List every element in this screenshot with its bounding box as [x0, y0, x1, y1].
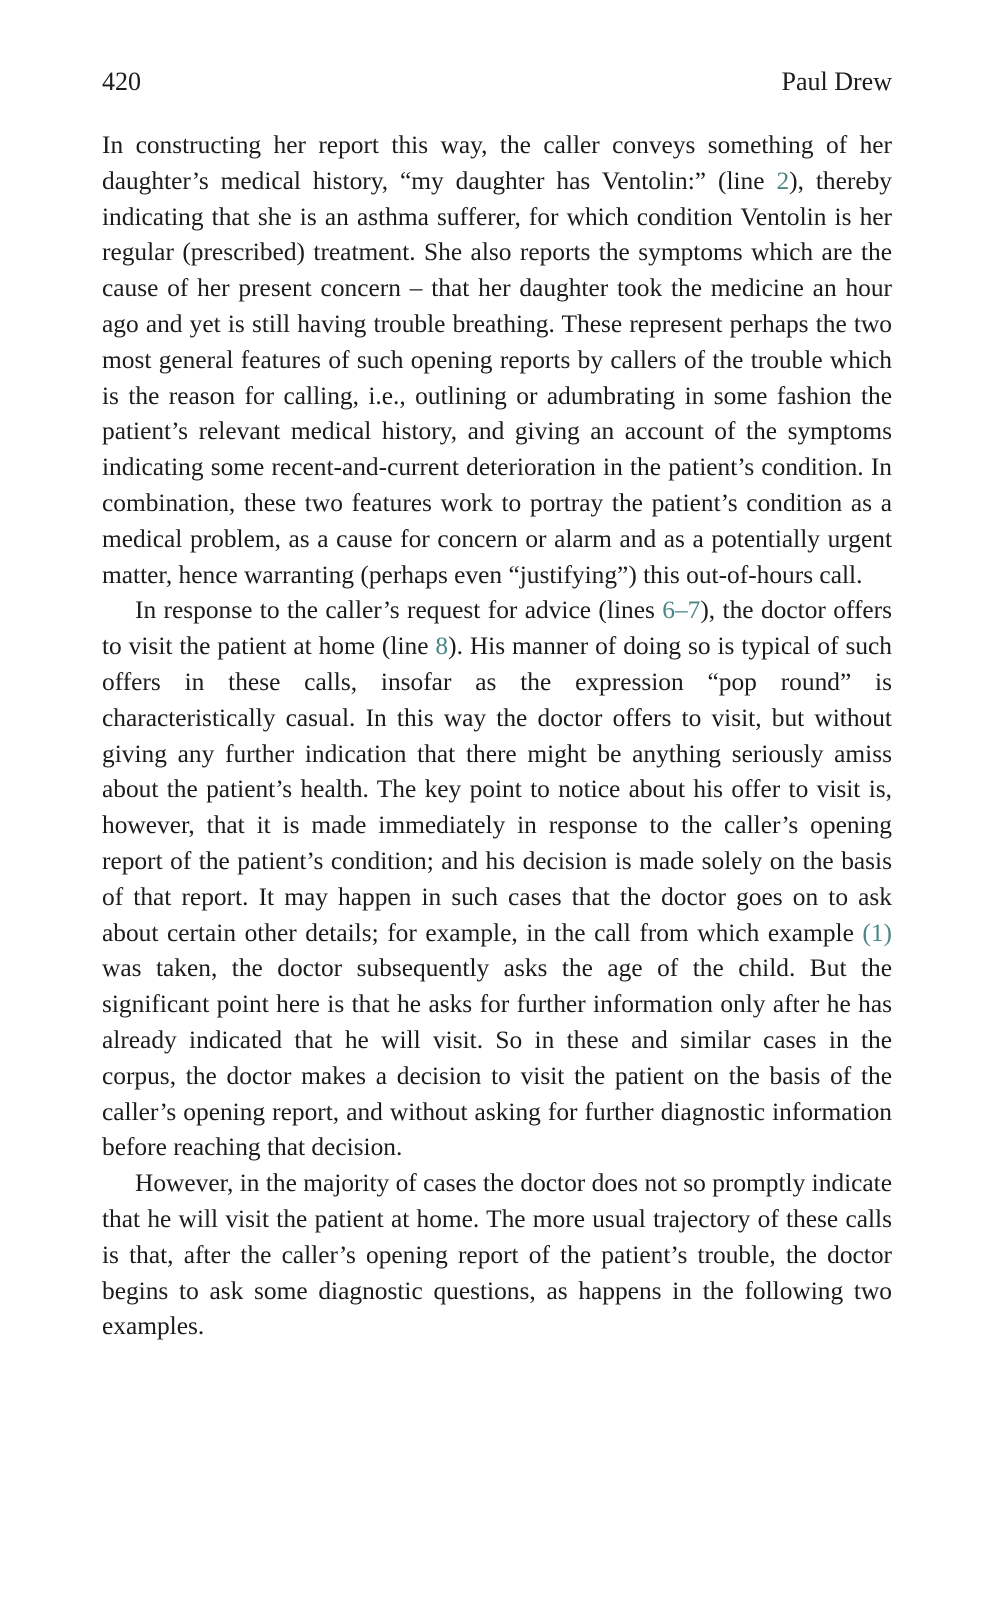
text-run: However, in the majority of cases the doctor does not so promptly indicate that he will visit the patient at home. The more usual trajectory of these calls is that, after the caller’s opening report of the patient’s trouble, the doctor begins to ask some diagnostic questions, as happens in the following two examples.: [102, 1169, 892, 1341]
line-reference-link[interactable]: 2: [776, 166, 790, 195]
paragraph-2: [102, 593, 892, 1166]
body-text: [102, 128, 892, 1345]
paragraph-3: [102, 1166, 892, 1345]
text-run: ). His manner of doing so is typical of such offers in these calls, insofar as the expression “pop round” is characteristically casual. In this way the doctor offers to visit, but without giving any further indication that there might be anything seriously amiss about the patient’s health. The key point to notice about his offer to visit is, however, that it is made immediately in response to the caller’s opening report of the patient’s condition; and his decision is made solely on the basis of that report. It may happen in such cases that the doctor goes on to ask about certain other details; for example, in the call from which example: [102, 632, 892, 947]
paragraph-1: [102, 128, 892, 593]
running-head: [102, 66, 892, 98]
line-reference-link[interactable]: 6–7: [662, 596, 701, 625]
text-run: In constructing her report this way, the caller conveys something of her daughter’s medical history, “my daughter has Ventolin:” (line: [102, 131, 892, 195]
book-page: [102, 66, 892, 1536]
page-number: 420: [102, 67, 141, 96]
line-reference-link[interactable]: 8: [435, 632, 449, 661]
example-reference-link[interactable]: (1): [862, 918, 892, 947]
text-run: was taken, the doctor subsequently asks the age of the child. But the significant point here is that he asks for further information only after he has already indicated that he will visit. So in these and similar cases in the corpus, the doctor makes a decision to visit the patient on the basis of the caller’s opening report, and without asking for further diagnostic information before reaching that decision.: [102, 954, 892, 1162]
text-run: ), the doctor offers to visit the patient at home (line: [102, 596, 892, 661]
text-run: ), thereby indicating that she is an asthma sufferer, for which condition Ventolin is her regular (prescribed) treatment. She also reports the symptoms which are the cause of her present concern – that her daughter took the medicine an hour ago and yet is still having trouble breathing. These represent perhaps the two most general features of such opening reports by callers of the trouble which is the reason for calling, i.e., outlining or adumbrating in some fashion the patient’s relevant medical history, and giving an account of the symptoms indicating some recent-and-current deterioration in the patient’s condition. In combination, these two features work to portray the patient’s condition as a medical problem, as a cause for concern or alarm and as a potentially urgent matter, hence warranting (perhaps even “justifying”) this out-of-hours call.: [102, 166, 892, 589]
running-head-author: Paul Drew: [781, 67, 892, 96]
text-run: In response to the caller’s request for advice (lines: [135, 596, 663, 625]
